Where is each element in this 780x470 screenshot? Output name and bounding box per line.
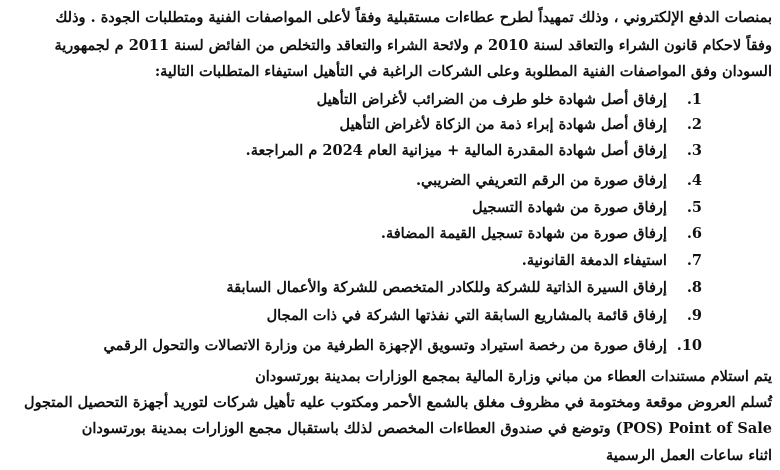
requirement-number: 9. <box>686 307 702 324</box>
requirement-number: 1. <box>686 91 702 108</box>
requirement-text: استيفاء الدمغة القانونية. <box>521 252 667 269</box>
footer-line-1: يتم استلام مستندات العطاء من مباني وزارة المالية بمجمع الوزارات بمدينة بورتسودان <box>255 368 772 385</box>
requirement-item <box>160 223 702 245</box>
requirement-text: إرفاق أصل شهادة المقدرة المالية + ميزانية العام 2024 م المراجعة. <box>245 142 667 159</box>
requirement-text: إرفاق أصل شهادة خلو طرف من الضرائب لأغراض التأهيل <box>316 91 667 108</box>
requirement-text: إرفاق السيرة الذاتية للشركة وللكادر المتخصص للشركة والأعمال السابقة <box>226 279 667 296</box>
requirement-item <box>160 89 702 111</box>
pos-term: (POS) Point of Sale <box>615 420 772 437</box>
requirement-number: 2. <box>686 116 702 133</box>
requirement-number: 10. <box>676 337 702 354</box>
requirement-text: إرفاق صورة من شهادة تسجيل القيمة المضافة. <box>380 225 667 242</box>
requirement-item <box>160 114 702 136</box>
requirement-number: 3. <box>686 142 702 159</box>
footer-line-3 <box>8 419 772 439</box>
intro-line-2: وفقاً لاحكام قانون الشراء والتعاقد لسنة 2010 م ولائحة الشراء والتعاقد والتخلص من الفائض لسنة 2011 م لجمهورية <box>54 37 772 54</box>
requirement-text: إرفاق صورة من شهادة التسجيل <box>472 199 667 216</box>
footer-line-4: اثناء ساعات العمل الرسمية <box>605 447 772 464</box>
requirement-item <box>103 335 702 357</box>
requirement-number: 5. <box>686 199 702 216</box>
requirement-number: 8. <box>686 279 702 296</box>
requirement-text: إرفاق صورة من الرقم التعريفي الضريبي. <box>415 172 667 189</box>
requirement-item <box>160 197 702 219</box>
requirement-item <box>160 277 702 299</box>
requirement-item <box>160 305 702 327</box>
footer-line-3-text: وتوضع في صندوق العطاءات المخصص لذلك باستقبال مجمع الوزارات بمدينة بورتسودان <box>81 420 616 437</box>
requirement-text: إرفاق قائمة بالمشاريع السابقة التي نفذتها الشركة في ذات المجال <box>266 307 667 324</box>
requirement-item <box>160 140 702 162</box>
footer-line-2: تُسلم العروض موقعة ومختومة في مظروف مغلق بالشمع الأحمر ومكتوب عليه تأهيل شركات لتوريد أجهزة التحصيل المتجول <box>24 394 772 411</box>
requirement-text: إرفاق صورة من رخصة استيراد وتسويق الإجهزة الطرفية من وزارة الاتصالات والتحول الرقمي <box>103 337 667 354</box>
requirement-item <box>160 250 702 272</box>
intro-line-1: بمنصات الدفع الإلكتروني ، وذلك تمهيداً لطرح عطاءات مستقبلية وفقاً لأعلى المواصفات الفنية ومتطلبات الجودة . وذلك <box>55 9 772 26</box>
requirement-number: 7. <box>686 252 702 269</box>
requirement-number: 6. <box>686 225 702 242</box>
requirement-number: 4. <box>686 172 702 189</box>
requirement-item <box>160 170 702 192</box>
requirement-text: إرفاق أصل شهادة إبراء ذمة من الزكاة لأغراض التأهيل <box>339 116 667 133</box>
intro-line-3: السودان وفق المواصفات الفنية المطلوبة وعلى الشركات الراغبة في التأهيل استيفاء المتطلبات التالية: <box>154 63 772 80</box>
